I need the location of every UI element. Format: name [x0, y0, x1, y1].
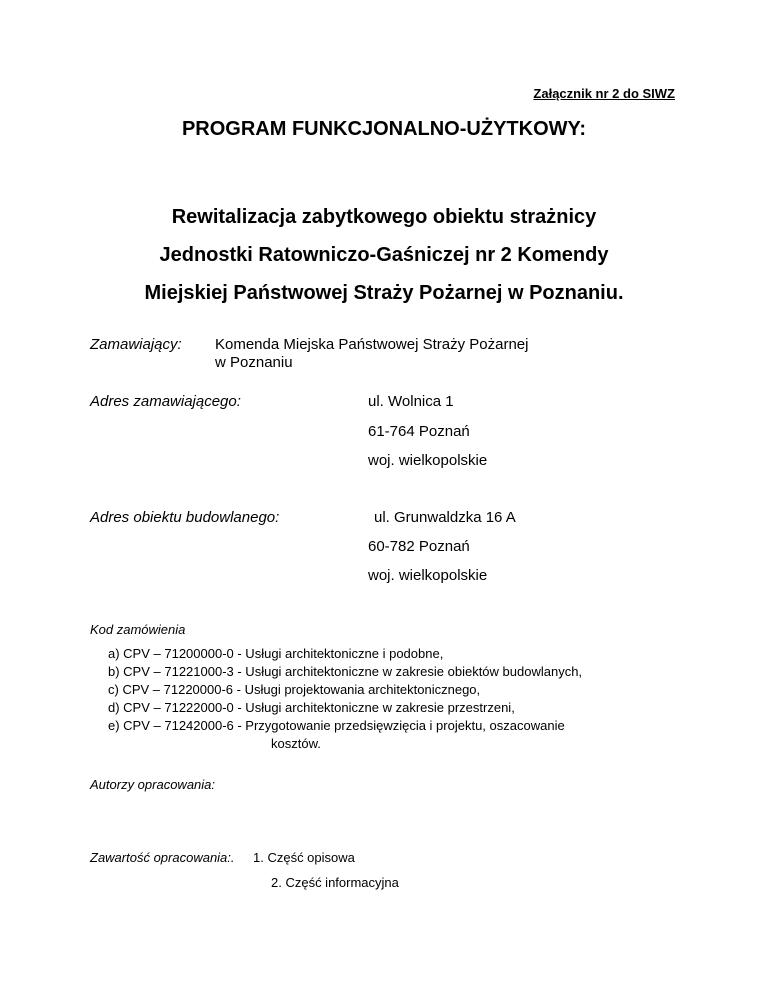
subject-line-1: Rewitalizacja zabytkowego obiektu strażnicy [171, 206, 597, 228]
cpv-item: d) CPV – 71222000-0 - Usługi architektoniczne w zakresie przestrzeni, [108, 700, 515, 715]
orderer-address-line-2: 61-764 Poznań [368, 423, 470, 440]
cpv-item-continuation: kosztów. [271, 736, 321, 751]
building-address-line-1: ul. Grunwaldzka 16 A [374, 509, 516, 526]
cpv-item: c) CPV – 71220000-6 - Usługi projektowania architektonicznego, [108, 682, 481, 697]
contents-item-1: 1. Część opisowa [253, 850, 355, 865]
building-address-line-3: woj. wielkopolskie [368, 567, 488, 584]
cpv-item: e) CPV – 71242000-6 - Przygotowanie przedsięwzięcia i projektu, oszacowanie [108, 718, 565, 733]
authors-label: Autorzy opracowania: [90, 777, 216, 792]
orderer-line-1: Komenda Miejska Państwowej Straży Pożarnej [215, 336, 529, 353]
order-code-label: Kod zamówienia [90, 622, 186, 637]
cpv-item: b) CPV – 71221000-3 - Usługi architektoniczne w zakresie obiektów budowlanych, [108, 664, 583, 679]
subject-line-3: Miejskiej Państwowej Straży Pożarnej w Poznaniu. [144, 282, 624, 304]
orderer-address-line-1: ul. Wolnica 1 [368, 393, 454, 410]
subject-line-2: Jednostki Ratowniczo-Gaśniczej nr 2 Komendy [159, 244, 609, 266]
contents-label: Zawartość opracowania:. [90, 850, 235, 865]
orderer-line-2: w Poznaniu [215, 354, 293, 371]
contents-item-2: 2. Część informacyjna [271, 875, 399, 890]
orderer-address-line-3: woj. wielkopolskie [368, 452, 488, 469]
building-address-label: Adres obiektu budowlanego: [90, 509, 280, 526]
orderer-address-label: Adres zamawiającego: [90, 393, 241, 410]
orderer-label: Zamawiający: [90, 336, 182, 353]
building-address-line-2: 60-782 Poznań [368, 538, 470, 555]
cpv-item: a) CPV – 71200000-0 - Usługi architektoniczne i podobne, [108, 646, 444, 661]
annex-label: Załącznik nr 2 do SIWZ [533, 86, 675, 101]
page-title: PROGRAM FUNKCJONALNO-UŻYTKOWY: [181, 118, 587, 140]
